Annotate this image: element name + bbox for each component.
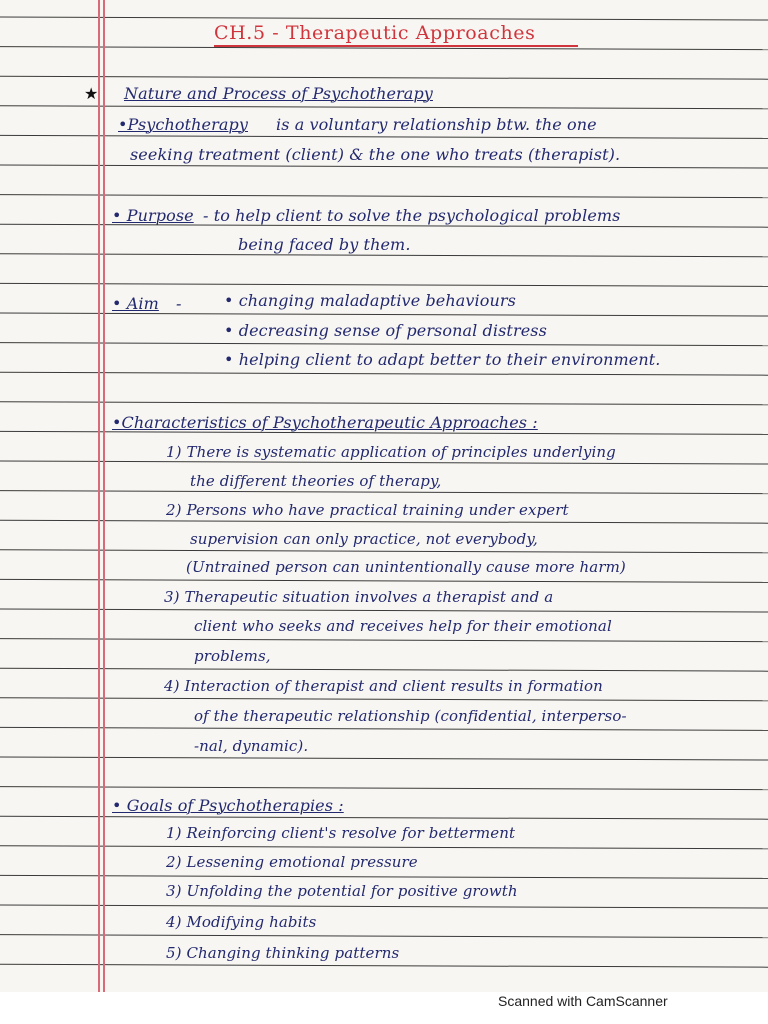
rule-line — [0, 816, 768, 819]
rule-line — [0, 313, 768, 316]
characteristic-line: client who seeks and receives help for their emotional — [194, 617, 612, 635]
rule-line — [0, 550, 768, 553]
rule-line — [0, 106, 768, 109]
scanner-watermark: Scanned with CamScanner — [498, 993, 668, 1009]
rule-line — [0, 135, 768, 138]
definition-line-1: is a voluntary relationship btw. the one — [276, 115, 597, 134]
characteristic-line: -nal, dynamic). — [194, 737, 309, 755]
characteristic-line: (Untrained person can unintentionally cause more harm) — [186, 558, 626, 576]
section-heading-goals: • Goals of Psychotherapies : — [112, 796, 344, 815]
rule-line — [0, 343, 768, 346]
aim-item: • changing maladaptive behaviours — [224, 291, 516, 310]
rule-line — [0, 757, 768, 760]
rule-line — [0, 47, 768, 50]
definition-term: •Psychotherapy — [118, 115, 248, 134]
characteristic-line: 1) There is systematic application of principles underlying — [166, 443, 616, 461]
goal-item: 4) Modifying habits — [166, 913, 317, 931]
page-title: CH.5 - Therapeutic Approaches — [214, 22, 536, 44]
rule-line — [0, 372, 768, 375]
rule-line — [0, 195, 768, 198]
rule-line — [0, 76, 768, 79]
margin-line-left — [98, 0, 100, 992]
rule-line — [0, 846, 768, 849]
purpose-line-1: - to help client to solve the psychological problems — [203, 206, 621, 225]
rule-line — [0, 402, 768, 405]
title-underline — [214, 45, 578, 47]
aim-label: • Aim — [112, 294, 159, 313]
section-heading-nature: Nature and Process of Psychotherapy — [124, 84, 433, 103]
rule-line — [0, 520, 768, 523]
characteristic-line: problems, — [194, 647, 271, 665]
rule-line — [0, 905, 768, 908]
characteristic-line: of the therapeutic relationship (confidential, interperso- — [194, 707, 627, 725]
rule-line — [0, 17, 768, 20]
characteristic-line: 4) Interaction of therapist and client results in formation — [164, 677, 603, 695]
rule-line — [0, 935, 768, 938]
rule-line — [0, 609, 768, 612]
rule-line — [0, 254, 768, 257]
rule-line — [0, 461, 768, 464]
aim-item: • helping client to adapt better to their environment. — [224, 350, 661, 369]
rule-line — [0, 875, 768, 878]
rule-line — [0, 639, 768, 642]
rule-line — [0, 964, 768, 967]
characteristic-line: supervision can only practice, not everybody, — [190, 530, 538, 548]
rule-line — [0, 283, 768, 286]
rule-line — [0, 165, 768, 168]
purpose-line-2: being faced by them. — [238, 235, 411, 254]
star-bullet: ★ — [84, 84, 99, 103]
rule-line — [0, 698, 768, 701]
section-heading-characteristics: •Characteristics of Psychotherapeutic Approaches : — [112, 413, 538, 432]
aim-item: • decreasing sense of personal distress — [224, 321, 547, 340]
characteristic-line: 2) Persons who have practical training under expert — [166, 501, 569, 519]
rule-line — [0, 579, 768, 582]
margin-line-right — [103, 0, 105, 992]
goal-item: 3) Unfolding the potential for positive growth — [166, 882, 518, 900]
aim-dash: - — [176, 294, 182, 313]
rule-line — [0, 787, 768, 790]
definition-line-2: seeking treatment (client) & the one who treats (therapist). — [130, 145, 621, 164]
rule-line — [0, 491, 768, 494]
goal-item: 1) Reinforcing client's resolve for betterment — [166, 824, 516, 842]
purpose-label: • Purpose — [112, 206, 194, 225]
rule-line — [0, 668, 768, 671]
goal-item: 5) Changing thinking patterns — [166, 944, 400, 962]
goal-item: 2) Lessening emotional pressure — [166, 853, 418, 871]
characteristic-line: 3) Therapeutic situation involves a therapist and a — [164, 588, 554, 606]
rule-line — [0, 727, 768, 730]
characteristic-line: the different theories of therapy, — [190, 472, 442, 490]
